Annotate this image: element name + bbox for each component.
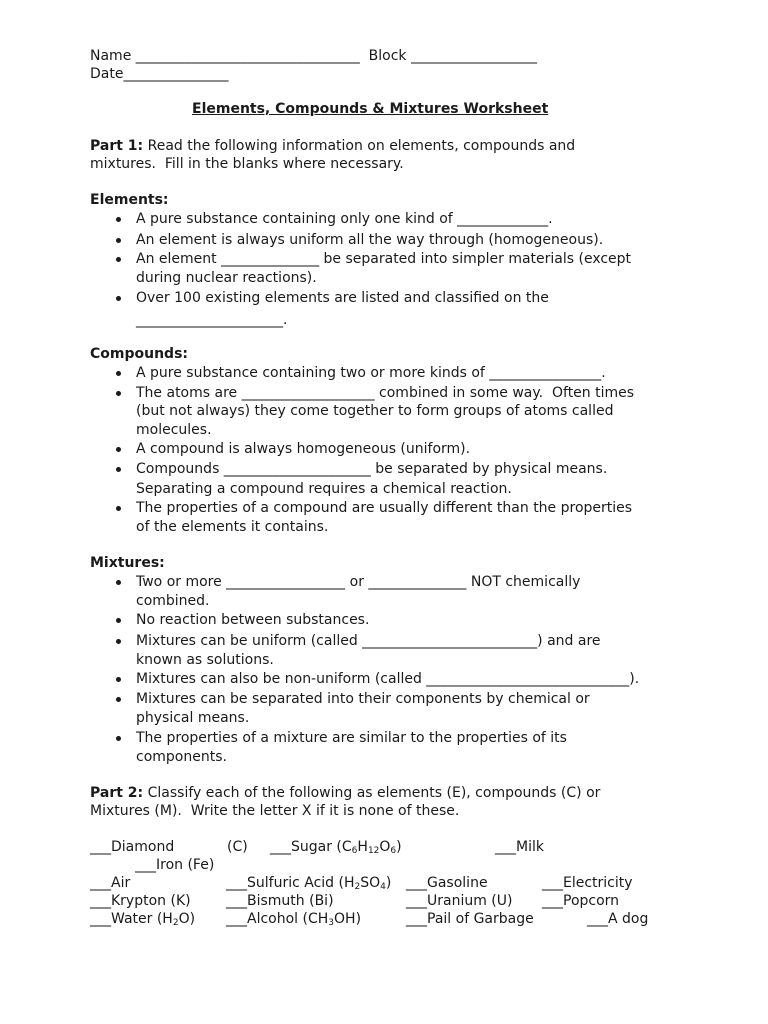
classify-item: ___Water $(H_2O)$	[90, 911, 196, 928]
compounds-bullet-text: A compound is always homogeneous (uniform).	[136, 441, 471, 457]
compounds-heading: Compounds:	[90, 346, 189, 362]
part1-intro	[90, 137, 575, 155]
bullet-icon	[116, 296, 121, 301]
classify-item: ___Krypton (K)	[90, 893, 191, 909]
page-title: Elements, Compounds & Mixtures Worksheet	[192, 101, 549, 117]
mixtures-bullet-text: combined.	[136, 593, 210, 609]
compounds-bullet-text: molecules.	[136, 422, 212, 438]
classify-item: ___Sugar $(C_6H_{12}O_6)$	[270, 839, 402, 856]
bullet-icon	[116, 257, 121, 262]
mixtures-bullet-text: physical means.	[136, 710, 250, 726]
mixtures-bullet-text: Mixtures can also be non-uniform (called _____________________________).	[136, 671, 640, 687]
part1-text-2: mixtures. Fill in the blanks where necessary.	[90, 156, 404, 172]
elements-bullet-text: Over 100 existing elements are listed and classified on the	[136, 290, 549, 306]
bullet-icon	[116, 238, 121, 243]
classify-item: ___Electricity	[542, 875, 633, 891]
bullet-icon	[116, 506, 121, 511]
mixtures-bullet-text: Mixtures can be separated into their components by chemical or	[136, 691, 590, 707]
bullet-icon	[116, 697, 121, 702]
part2-text: Classify each of the following as elements (E), compounds (C) or	[143, 785, 601, 801]
compounds-bullet-text: A pure substance containing two or more kinds of ________________.	[136, 365, 606, 381]
classify-item: ___Bismuth (Bi)	[226, 893, 334, 909]
compounds-bullet-text: The properties of a compound are usually different than the properties	[136, 500, 633, 516]
name-block-line: Name ________________________________ Block __________________	[90, 48, 537, 64]
bullet-icon	[116, 677, 121, 682]
classify-item: ___Alcohol $(CH_3OH)$	[226, 911, 362, 928]
classify-item: ___Milk	[495, 839, 544, 855]
bullet-icon	[116, 736, 121, 741]
part2-label: Part 2:	[90, 785, 144, 801]
bullet-icon	[116, 580, 121, 585]
part2-intro	[90, 784, 600, 802]
part1-label: Part 1:	[90, 138, 144, 154]
compounds-bullet-text: Compounds _____________________ be separated by physical means.	[136, 461, 608, 477]
classify-item: ___Pail of Garbage	[406, 911, 534, 927]
compounds-bullet-text: Separating a compound requires a chemical reaction.	[136, 481, 512, 497]
classify-item: ___Diamond	[90, 839, 175, 855]
elements-heading: Elements:	[90, 192, 169, 208]
bullet-icon	[116, 467, 121, 472]
part1-text: Read the following information on elements, compounds and	[143, 138, 576, 154]
mixtures-bullet-text: Two or more _________________ or ______________ NOT chemically	[136, 574, 581, 590]
classify-item: ___A dog	[587, 911, 649, 927]
mixtures-bullet-text: Mixtures can be uniform (called _________________________) and are	[136, 633, 601, 649]
bullet-icon	[116, 217, 121, 222]
classify-item: (C)	[227, 839, 248, 855]
mixtures-bullet-text: components.	[136, 749, 227, 765]
elements-bullet-text: during nuclear reactions).	[136, 270, 317, 286]
bullet-icon	[116, 639, 121, 644]
classify-item: ___Gasoline	[406, 875, 488, 891]
bullet-icon	[116, 618, 121, 623]
bullet-icon	[116, 447, 121, 452]
mixtures-bullet-text: No reaction between substances.	[136, 612, 370, 628]
classify-item: ___Popcorn	[542, 893, 620, 909]
elements-bullet-text: An element is always uniform all the way through (homogeneous).	[136, 232, 604, 248]
classify-item: ___Uranium (U)	[406, 893, 513, 909]
part2-text-2: Mixtures (M). Write the letter X if it is none of these.	[90, 803, 460, 819]
date-line: Date_______________	[90, 66, 229, 82]
mixtures-heading: Mixtures:	[90, 555, 165, 571]
mixtures-bullet-text: known as solutions.	[136, 652, 274, 668]
bullet-icon	[116, 391, 121, 396]
classify-item: ___Sulfuric Acid $(H_2SO_4)$	[226, 875, 392, 892]
compounds-bullet-text: of the elements it contains.	[136, 519, 329, 535]
elements-bullet-text: _____________________.	[136, 312, 288, 328]
elements-bullet-text: A pure substance containing only one kind of _____________.	[136, 211, 553, 227]
compounds-bullet-text: The atoms are ___________________ combined in some way. Often times	[136, 385, 635, 401]
mixtures-bullet-text: The properties of a mixture are similar to the properties of its	[136, 730, 567, 746]
elements-bullet-text: An element ______________ be separated into simpler materials (except	[136, 251, 632, 267]
compounds-bullet-text: (but not always) they come together to form groups of atoms called	[136, 403, 614, 419]
classify-item: ___Air	[90, 875, 131, 891]
bullet-icon	[116, 371, 121, 376]
classify-item: ___Iron (Fe)	[135, 857, 215, 873]
